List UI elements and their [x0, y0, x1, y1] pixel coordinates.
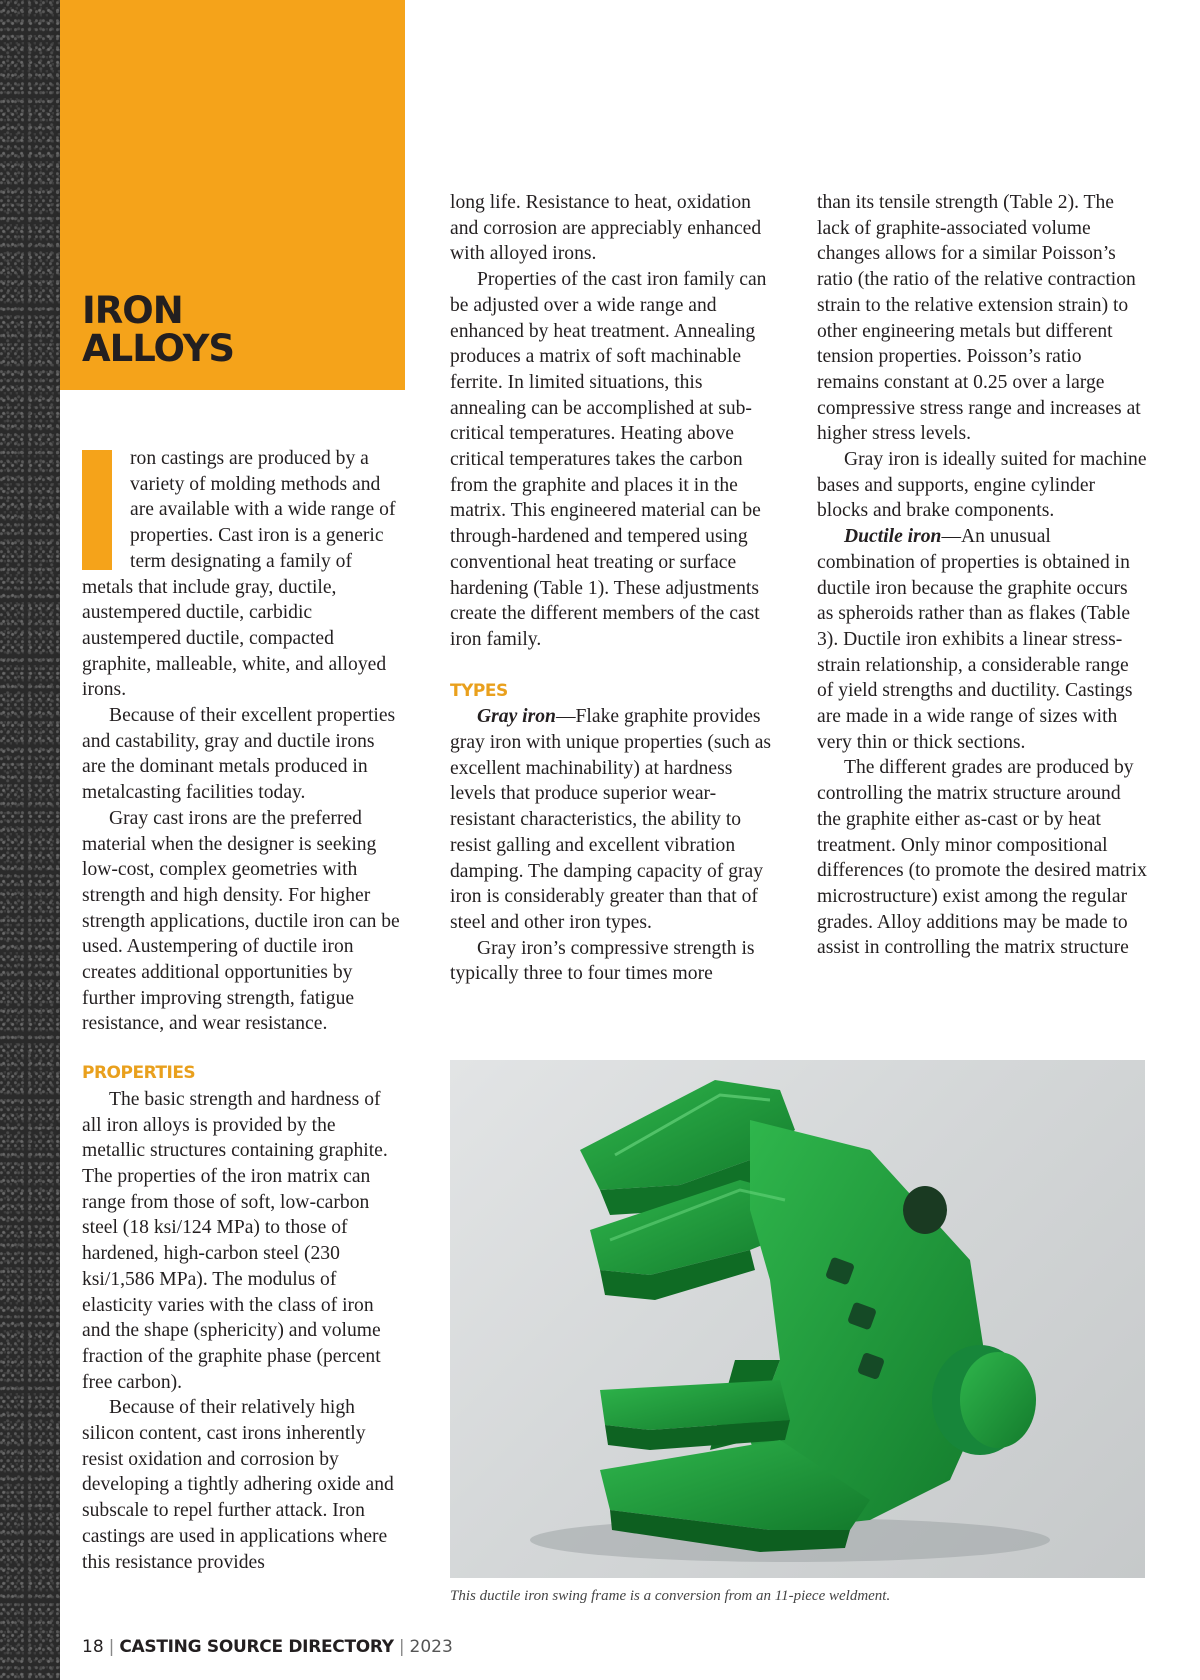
column-1 [82, 446, 400, 1575]
publication-year: 2023 [409, 1637, 453, 1657]
run-in-heading-gray-iron: Gray iron [477, 706, 556, 728]
paragraph: Gray iron is ideally suited for machine bases and supports, engine cylinder blocks and brake components. [817, 449, 1147, 522]
column-3 [817, 190, 1147, 961]
paragraph: The basic strength and hardness of all iron alloys is provided by the metallic structures containing graphite. The properties of the iron matrix can range from those of soft, low-carbon steel (18 ksi/124 MPa) to those of hardened, high-carbon steel (230 ksi/1,586 MPa). The modulus of elasticity varies with the class of iron and the shape (sphericity) and volume fraction of the graphite phase (percent free carbon). [82, 1088, 388, 1393]
photo-caption: This ductile iron swing frame is a conversion from an 11-piece weldment. [450, 1588, 891, 1604]
paragraph: The different grades are produced by controlling the matrix structure around the graphite either as-cast or by heat treatment. Only minor compositional differences (to promote the desired matrix microstructure) exist among the regular grades. Alloy additions may be made to assist in controlling the matrix structure [817, 757, 1147, 959]
edge-texture [0, 0, 60, 1680]
page-number: 18 [82, 1637, 104, 1657]
title-line-1: IRON [82, 289, 183, 332]
paragraph: long life. Resistance to heat, oxidation and corrosion are appreciably enhanced with alloyed irons. [450, 192, 762, 265]
run-in-heading-ductile-iron: Ductile iron [844, 526, 942, 548]
paragraph: Properties of the cast iron family can be adjusted over a wide range and enhanced by heat treatment. Annealing produces a matrix of soft machinable ferrite. In limited situations, this annealing can be accomplished at sub-critical temperatures. Heating above critical temperatures takes the carbon from the graphite and places it in the matrix. This engineered material can be through-hardened and tempered using conventional heat treating or surface hardening (Table 1). These adjustments create the different members of the cast iron family. [450, 269, 767, 650]
page-footer [82, 1637, 453, 1657]
green-casting-illustration [450, 1060, 1145, 1578]
paragraph: Gray iron—Flake graphite provides gray iron with unique properties (such as excellent machinability) at hardness levels that produce superior wear-resistant characteristics, the ability to resist galling and excellent vibration damping. The damping capacity of gray iron is considerably greater than that of steel and other iron types. [450, 706, 772, 933]
paragraph: Because of their relatively high silicon content, cast irons inherently resist oxidation and corrosion by developing a tightly adhering oxide and subscale to repel further attack. Iron castings are used in applications where this resistance provides [82, 1397, 394, 1573]
swing-frame-photo [450, 1060, 1145, 1578]
column-2 [450, 190, 780, 987]
page-title [82, 289, 382, 370]
footer-divider: | [398, 1637, 405, 1657]
publication-name: CASTING SOURCE DIRECTORY [119, 1637, 394, 1657]
footer-divider: | [108, 1637, 115, 1657]
section-heading-types: TYPES [450, 680, 508, 701]
paragraph: than its tensile strength (Table 2). The lack of graphite-associated volume changes allows for a similar Poisson’s ratio (the ratio of the relative contraction strain to the relative extension strain) to other engineering metals but different tension properties. Poisson’s ratio remains constant at 0.25 over a large compressive stress range and increases at higher stress levels. [817, 192, 1141, 445]
paragraph: Ductile iron—An unusual combination of properties is obtained in ductile iron because the graphite occurs as spheroids rather than as flakes (Table 3). Ductile iron exhibits a linear stress-strain relationship, a considerable range of yield strengths and ductility. Castings are made in a wide range of sizes with very thin or thick sections. [817, 526, 1133, 753]
paragraph: Because of their excellent properties and castability, gray and ductile irons are the dominant metals produced in metalcasting facilities today. [82, 705, 396, 804]
title-line-2: ALLOYS [82, 327, 235, 370]
paragraph: Gray cast irons are the preferred material when the designer is seeking low-cost, complex geometries with strength and high density. For higher strength applications, ductile iron can be used. Austempering of ductile iron creates additional opportunities by further improving strength, fatigue resistance, and wear resistance. [82, 807, 400, 1035]
section-heading-properties: PROPERTIES [82, 1063, 196, 1084]
paragraph: ron castings are produced by a variety of molding methods and are available with a wide range of properties. Cast iron is a generic term designating a family of metals that include gray, ductile, austempered ductile, carbidic austempered ductile, compacted graphite, malleable, white, and alloyed irons. [82, 448, 396, 701]
paragraph: Gray iron’s compressive strength is typically three to four times more [450, 937, 755, 985]
